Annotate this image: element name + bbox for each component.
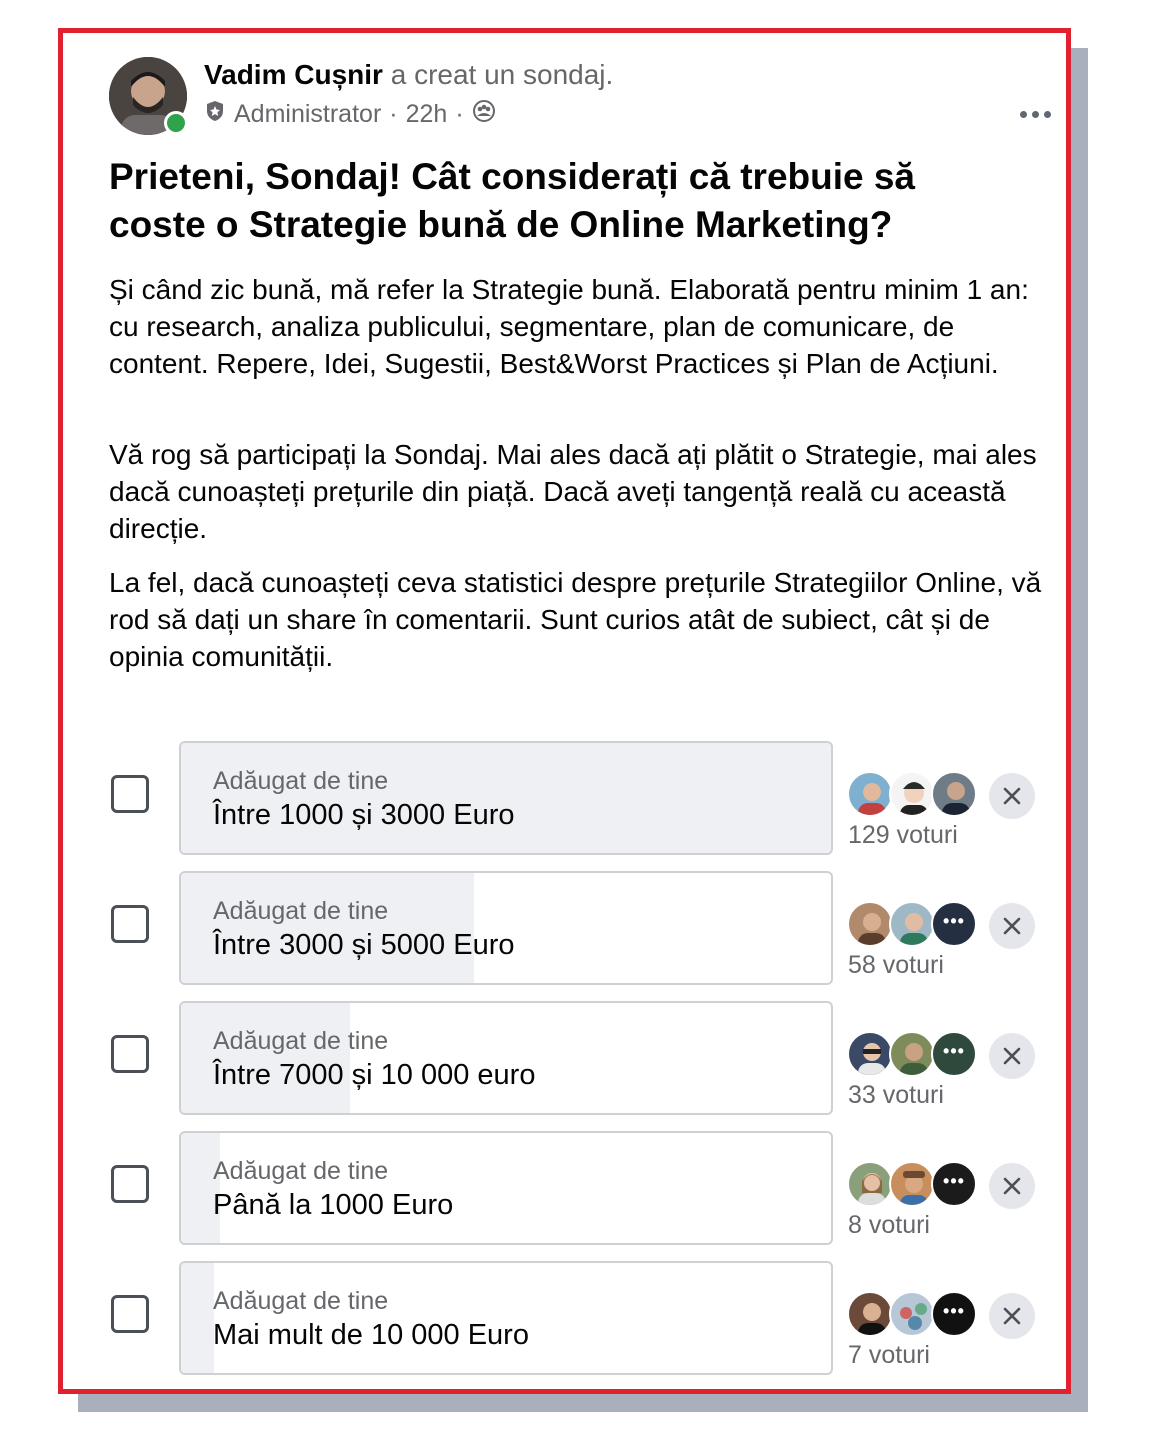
poll-option bbox=[109, 1261, 1039, 1375]
vote-fill-bar bbox=[181, 1003, 350, 1113]
option-label: Între 1000 și 3000 Euro bbox=[213, 799, 515, 831]
group-icon bbox=[472, 99, 496, 130]
author-role: Administrator bbox=[234, 100, 382, 128]
vote-count[interactable]: 33 voturi bbox=[848, 1081, 944, 1109]
meta-separator: · bbox=[389, 100, 398, 128]
voter-avatars[interactable] bbox=[847, 901, 977, 951]
vote-fill-bar bbox=[181, 743, 831, 853]
added-by-label: Adăugat de tine bbox=[213, 1287, 389, 1315]
voter-avatars[interactable] bbox=[847, 1161, 977, 1211]
voter-avatar bbox=[847, 771, 893, 817]
added-by-label: Adăugat de tine bbox=[213, 1027, 389, 1055]
close-icon[interactable] bbox=[989, 1293, 1035, 1339]
option-label: Până la 1000 Euro bbox=[213, 1189, 454, 1221]
close-icon[interactable] bbox=[989, 773, 1035, 819]
voter-avatars[interactable] bbox=[847, 1291, 977, 1341]
voter-avatar bbox=[889, 1031, 935, 1077]
vote-fill-bar bbox=[181, 1133, 220, 1243]
voter-avatar bbox=[889, 1161, 935, 1207]
checkbox-empty-icon[interactable] bbox=[111, 1035, 149, 1073]
added-by-label: Adăugat de tine bbox=[213, 767, 389, 795]
voter-avatars[interactable] bbox=[847, 1031, 977, 1081]
post-card bbox=[58, 28, 1071, 1394]
vote-count[interactable]: 8 voturi bbox=[848, 1211, 930, 1239]
post-time[interactable]: 22h bbox=[405, 100, 448, 128]
poll-option bbox=[109, 1131, 1039, 1245]
post-meta bbox=[204, 99, 496, 130]
poll-option bbox=[109, 871, 1039, 985]
close-icon[interactable] bbox=[989, 903, 1035, 949]
author-name[interactable]: Vadim Cușnir bbox=[204, 59, 383, 90]
option-label: Între 3000 și 5000 Euro bbox=[213, 929, 515, 961]
poll-option bbox=[109, 741, 1039, 855]
voter-avatar: ••• bbox=[931, 1031, 977, 1077]
online-status-dot bbox=[164, 111, 188, 135]
voter-avatar: ••• bbox=[931, 901, 977, 947]
checkbox-empty-icon[interactable] bbox=[111, 1165, 149, 1203]
poll-option-button[interactable] bbox=[179, 1001, 833, 1115]
more-options-icon[interactable] bbox=[1017, 99, 1053, 129]
author-line bbox=[204, 59, 613, 91]
voter-avatar bbox=[889, 771, 935, 817]
vote-count[interactable]: 129 voturi bbox=[848, 821, 958, 849]
post-title: Prieteni, Sondaj! Cât considerați că trebuie să coste o Strategie bună de Online Marketing? bbox=[109, 156, 916, 245]
checkbox-empty-icon[interactable] bbox=[111, 1295, 149, 1333]
poll-option-button[interactable] bbox=[179, 1131, 833, 1245]
option-label: Mai mult de 10 000 Euro bbox=[213, 1319, 529, 1351]
post-paragraph-1: Și când zic bună, mă refer la Strategie bună. Elaborată pentru minim 1 an: cu research, analiza publicului, segmentare, plan de comunicare, de content. Repere, Idei, Sugestii, Best&Worst Practices și Plan de Acțiuni. bbox=[109, 274, 1029, 379]
voter-avatar bbox=[847, 901, 893, 947]
poll-option-button[interactable] bbox=[179, 1261, 833, 1375]
voter-avatar: ••• bbox=[931, 1291, 977, 1337]
voter-avatar bbox=[847, 1161, 893, 1207]
added-by-label: Adăugat de tine bbox=[213, 1157, 389, 1185]
voter-avatar bbox=[931, 771, 977, 817]
poll-option-button[interactable] bbox=[179, 871, 833, 985]
voter-avatar: ••• bbox=[931, 1161, 977, 1207]
next-poll-option-peek[interactable] bbox=[179, 1391, 833, 1394]
voter-avatar bbox=[889, 1291, 935, 1337]
close-icon[interactable] bbox=[989, 1163, 1035, 1209]
voter-avatar bbox=[847, 1031, 893, 1077]
poll-option bbox=[109, 1001, 1039, 1115]
voter-avatar bbox=[889, 901, 935, 947]
vote-count[interactable]: 58 voturi bbox=[848, 951, 944, 979]
added-by-label: Adăugat de tine bbox=[213, 897, 389, 925]
post-action-text: a creat un sondaj. bbox=[390, 59, 614, 90]
admin-badge-icon bbox=[204, 100, 226, 129]
option-label: Între 7000 și 10 000 euro bbox=[213, 1059, 536, 1091]
poll-option-button[interactable] bbox=[179, 741, 833, 855]
close-icon[interactable] bbox=[989, 1033, 1035, 1079]
voter-avatars[interactable] bbox=[847, 771, 977, 821]
vote-fill-bar bbox=[181, 873, 474, 983]
voter-avatar bbox=[847, 1291, 893, 1337]
checkbox-empty-icon[interactable] bbox=[111, 905, 149, 943]
post-header bbox=[109, 57, 1009, 137]
meta-separator: · bbox=[455, 100, 464, 128]
post-paragraph-2: Vă rog să participați la Sondaj. Mai ales dacă ați plătit o Strategie, mai ales dacă cunoașteți prețurile din piață. Dacă aveți tangență reală cu această direcție. bbox=[109, 439, 1037, 544]
checkbox-empty-icon[interactable] bbox=[111, 775, 149, 813]
post-paragraph-3: La fel, dacă cunoașteți ceva statistici despre prețurile Strategiilor Online, vă rod să dați un share în comentarii. Sunt curios atât de subiect, cât și de opinia comunității. bbox=[109, 567, 1042, 672]
vote-fill-bar bbox=[181, 1263, 214, 1373]
vote-count[interactable]: 7 voturi bbox=[848, 1341, 930, 1369]
